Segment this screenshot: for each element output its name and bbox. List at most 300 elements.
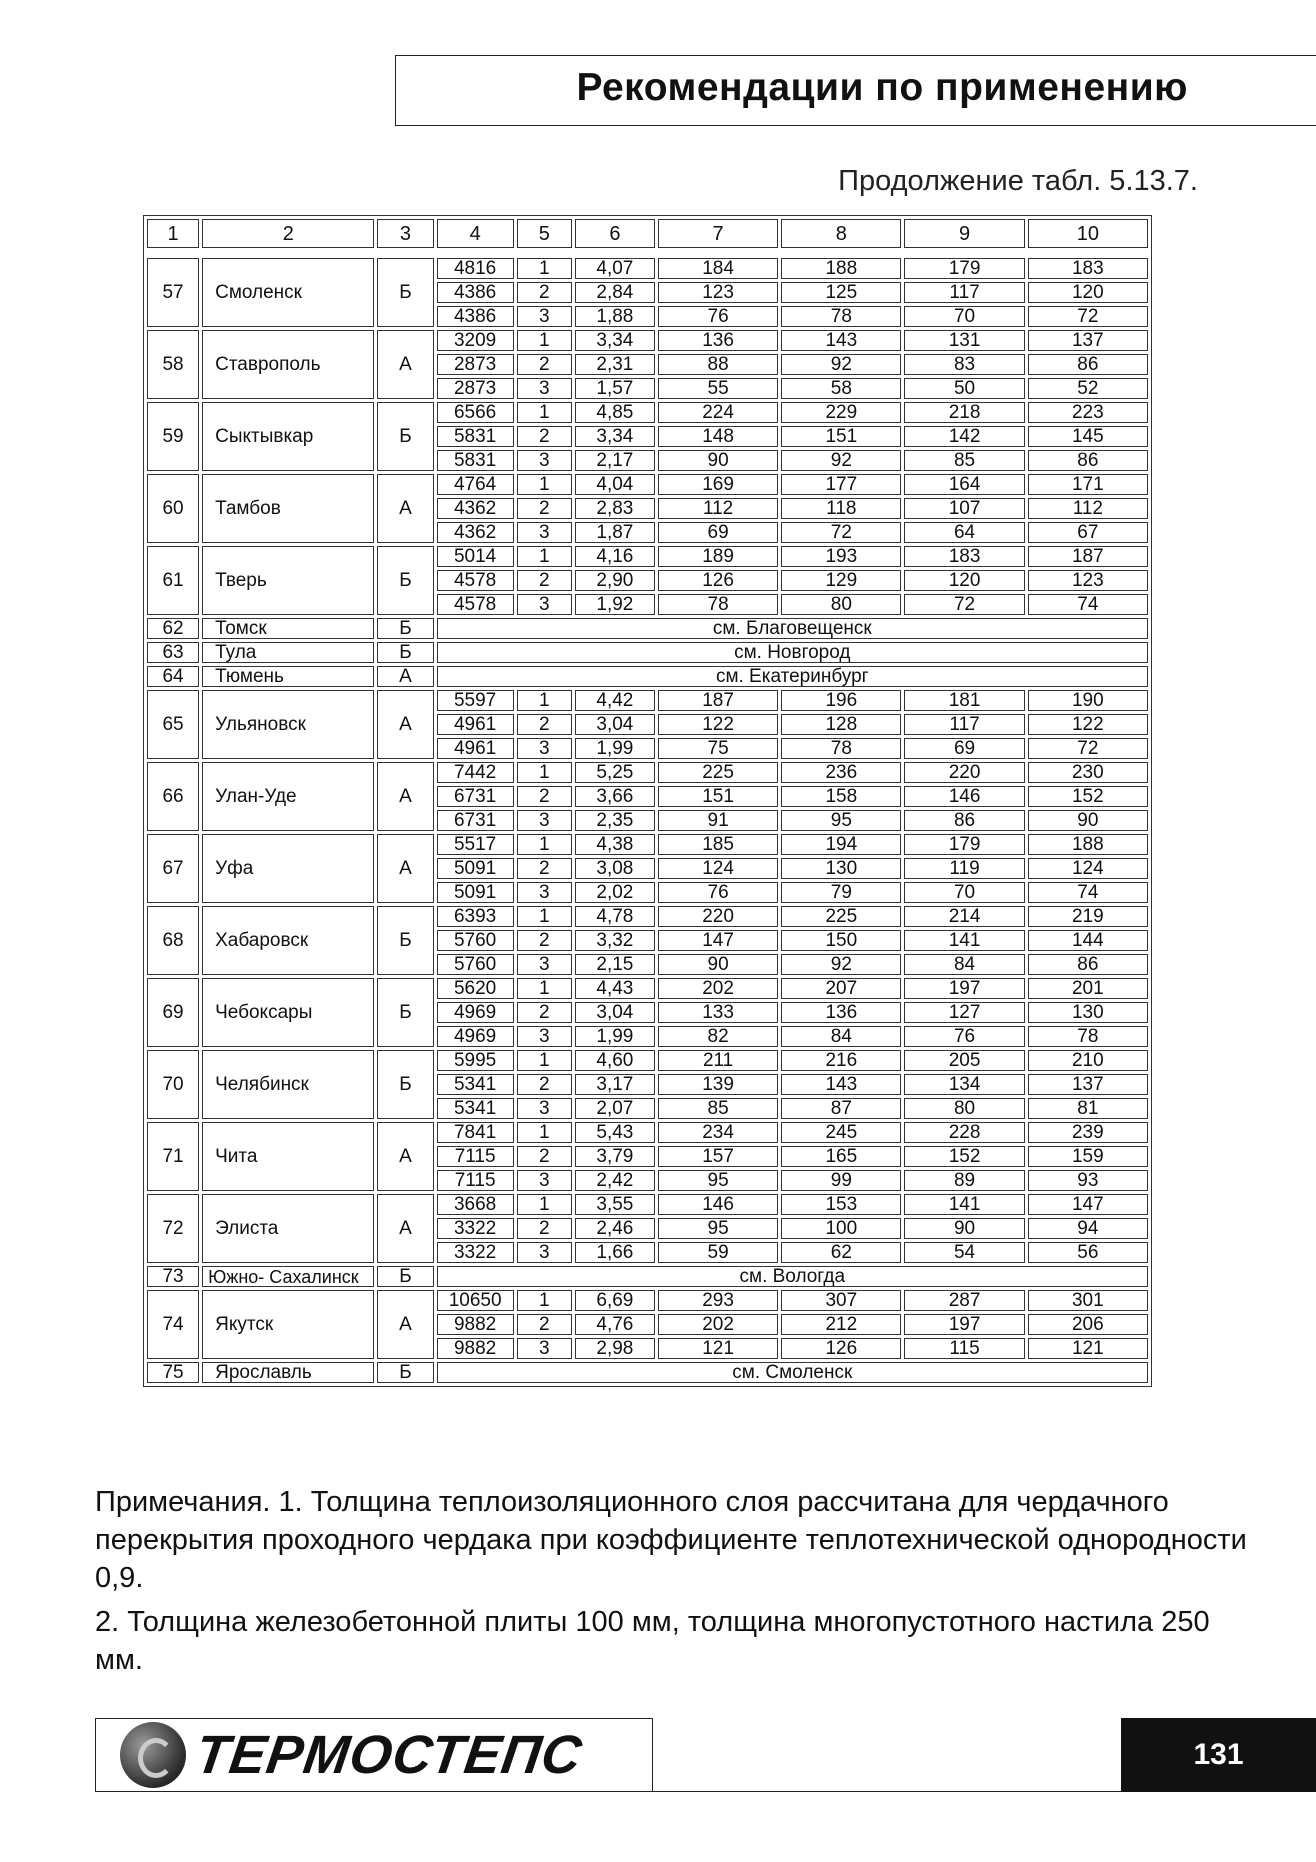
data-cell: 95 <box>658 1170 778 1191</box>
table-row <box>147 690 1148 711</box>
data-cell: 141 <box>904 1194 1024 1215</box>
data-cell: 4,60 <box>575 1050 655 1071</box>
data-cell: 3 <box>517 450 572 471</box>
table-body <box>147 251 1148 1383</box>
data-cell: 2,17 <box>575 450 655 471</box>
table-row <box>147 546 1148 567</box>
data-cell: 5341 <box>437 1074 514 1095</box>
data-cell: 56 <box>1028 1242 1148 1263</box>
data-cell: 69 <box>658 522 778 543</box>
row-number-cell: 70 <box>147 1050 199 1119</box>
city-cell: Ставрополь <box>202 330 374 399</box>
column-header: 1 <box>147 219 199 248</box>
row-number-cell: 71 <box>147 1122 199 1191</box>
data-cell: 72 <box>1028 738 1148 759</box>
zone-type-cell: А <box>377 834 433 903</box>
data-cell: 7115 <box>437 1146 514 1167</box>
data-cell: 52 <box>1028 378 1148 399</box>
data-cell: 3 <box>517 306 572 327</box>
data-cell: 86 <box>1028 354 1148 375</box>
data-cell: 72 <box>1028 306 1148 327</box>
data-cell: 3 <box>517 1170 572 1191</box>
data-cell: 4,16 <box>575 546 655 567</box>
table-row <box>147 1266 1148 1287</box>
city-cell: Ярославль <box>202 1362 374 1383</box>
data-cell: 229 <box>781 402 901 423</box>
data-cell: 202 <box>658 978 778 999</box>
table-row <box>147 474 1148 495</box>
data-cell: 86 <box>1028 450 1148 471</box>
table-row <box>147 642 1148 663</box>
data-cell: 4578 <box>437 594 514 615</box>
data-cell: 90 <box>904 1218 1024 1239</box>
data-cell: 5831 <box>437 450 514 471</box>
zone-type-cell: Б <box>377 642 433 663</box>
column-header: 2 <box>202 219 374 248</box>
data-cell: 4362 <box>437 522 514 543</box>
data-cell: 2 <box>517 1218 572 1239</box>
data-cell: 78 <box>1028 1026 1148 1047</box>
zone-type-cell: Б <box>377 1050 433 1119</box>
data-cell: 228 <box>904 1122 1024 1143</box>
data-cell: 185 <box>658 834 778 855</box>
data-cell: 236 <box>781 762 901 783</box>
data-cell: 4969 <box>437 1002 514 1023</box>
data-cell: 169 <box>658 474 778 495</box>
data-cell: 147 <box>658 930 778 951</box>
data-cell: 4,07 <box>575 258 655 279</box>
data-cell: 7841 <box>437 1122 514 1143</box>
data-cell: 153 <box>781 1194 901 1215</box>
data-cell: 128 <box>781 714 901 735</box>
data-cell: 187 <box>1028 546 1148 567</box>
data-cell: 5831 <box>437 426 514 447</box>
data-cell: 2 <box>517 858 572 879</box>
zone-type-cell: А <box>377 474 433 543</box>
data-cell: 5014 <box>437 546 514 567</box>
table-row <box>147 1290 1148 1311</box>
table-row <box>147 1122 1148 1143</box>
table-row <box>147 906 1148 927</box>
data-cell: 2,84 <box>575 282 655 303</box>
data-cell: 74 <box>1028 882 1148 903</box>
footer-logo-box <box>95 1718 653 1792</box>
data-cell: 196 <box>781 690 901 711</box>
data-cell: 55 <box>658 378 778 399</box>
data-cell: 188 <box>1028 834 1148 855</box>
data-cell: 2 <box>517 1002 572 1023</box>
data-cell: 2 <box>517 1314 572 1335</box>
zone-type-cell: А <box>377 330 433 399</box>
data-cell: 50 <box>904 378 1024 399</box>
data-cell: 118 <box>781 498 901 519</box>
data-cell: 3 <box>517 1026 572 1047</box>
data-cell: 1,57 <box>575 378 655 399</box>
data-cell: 4,04 <box>575 474 655 495</box>
data-cell: 86 <box>1028 954 1148 975</box>
city-cell: Чита <box>202 1122 374 1191</box>
data-cell: 9882 <box>437 1338 514 1359</box>
data-cell: 2,15 <box>575 954 655 975</box>
data-cell: 1,88 <box>575 306 655 327</box>
data-cell: 143 <box>781 330 901 351</box>
data-cell: 79 <box>781 882 901 903</box>
data-cell: 4,42 <box>575 690 655 711</box>
data-cell: 123 <box>1028 570 1148 591</box>
data-cell: 6393 <box>437 906 514 927</box>
data-cell: 3 <box>517 594 572 615</box>
zone-type-cell: Б <box>377 1266 433 1287</box>
data-cell: 216 <box>781 1050 901 1071</box>
data-cell: 7442 <box>437 762 514 783</box>
header-separator <box>147 251 1148 255</box>
data-cell: 2 <box>517 930 572 951</box>
data-cell: 75 <box>658 738 778 759</box>
table-header-row <box>147 219 1148 248</box>
data-cell: 5091 <box>437 882 514 903</box>
row-number-cell: 58 <box>147 330 199 399</box>
data-cell: 3,79 <box>575 1146 655 1167</box>
data-cell: 2 <box>517 354 572 375</box>
data-cell: 85 <box>904 450 1024 471</box>
data-cell: 59 <box>658 1242 778 1263</box>
city-cell: Уфа <box>202 834 374 903</box>
data-cell: 129 <box>781 570 901 591</box>
data-cell: 223 <box>1028 402 1148 423</box>
data-cell: 207 <box>781 978 901 999</box>
data-table-container <box>143 215 1152 1387</box>
data-cell: 141 <box>904 930 1024 951</box>
data-cell: 3,32 <box>575 930 655 951</box>
data-cell: 6566 <box>437 402 514 423</box>
data-cell: 3 <box>517 1098 572 1119</box>
data-cell: 92 <box>781 354 901 375</box>
city-cell: Южно- Сахалинск <box>202 1266 374 1287</box>
data-cell: 78 <box>658 594 778 615</box>
zone-type-cell: А <box>377 762 433 831</box>
data-cell: 90 <box>658 954 778 975</box>
page-number: 131 <box>1121 1718 1316 1792</box>
data-cell: 3,34 <box>575 426 655 447</box>
data-cell: 90 <box>658 450 778 471</box>
data-cell: 2 <box>517 786 572 807</box>
table-row <box>147 666 1148 687</box>
row-number-cell: 65 <box>147 690 199 759</box>
data-cell: 87 <box>781 1098 901 1119</box>
city-cell: Смоленск <box>202 258 374 327</box>
data-cell: 126 <box>781 1338 901 1359</box>
data-cell: 4386 <box>437 306 514 327</box>
data-cell: 4,85 <box>575 402 655 423</box>
data-cell: 62 <box>781 1242 901 1263</box>
data-cell: 4969 <box>437 1026 514 1047</box>
data-cell: 5597 <box>437 690 514 711</box>
data-cell: 84 <box>781 1026 901 1047</box>
row-number-cell: 61 <box>147 546 199 615</box>
data-cell: 4578 <box>437 570 514 591</box>
data-cell: 144 <box>1028 930 1148 951</box>
data-cell: 194 <box>781 834 901 855</box>
data-cell: 2 <box>517 426 572 447</box>
reference-cell: см. Вологда <box>437 1266 1148 1287</box>
data-cell: 112 <box>1028 498 1148 519</box>
zone-type-cell: А <box>377 1122 433 1191</box>
data-cell: 2 <box>517 498 572 519</box>
city-cell: Тюмень <box>202 666 374 687</box>
column-header: 4 <box>437 219 514 248</box>
data-cell: 93 <box>1028 1170 1148 1191</box>
data-cell: 3 <box>517 1338 572 1359</box>
data-cell: 85 <box>658 1098 778 1119</box>
data-cell: 99 <box>781 1170 901 1191</box>
city-cell: Тула <box>202 642 374 663</box>
brand-name: ТЕРМОСТЕПС <box>191 1725 587 1785</box>
data-cell: 127 <box>904 1002 1024 1023</box>
data-cell: 293 <box>658 1290 778 1311</box>
zone-type-cell: Б <box>377 906 433 975</box>
data-cell: 126 <box>658 570 778 591</box>
data-cell: 1 <box>517 834 572 855</box>
data-cell: 1,66 <box>575 1242 655 1263</box>
zone-type-cell: Б <box>377 978 433 1047</box>
data-cell: 130 <box>781 858 901 879</box>
data-cell: 1,99 <box>575 1026 655 1047</box>
data-cell: 5517 <box>437 834 514 855</box>
row-number-cell: 60 <box>147 474 199 543</box>
data-cell: 146 <box>904 786 1024 807</box>
data-cell: 307 <box>781 1290 901 1311</box>
data-cell: 80 <box>904 1098 1024 1119</box>
data-cell: 1 <box>517 474 572 495</box>
data-cell: 3 <box>517 378 572 399</box>
city-cell: Сыктывкар <box>202 402 374 471</box>
data-cell: 6,69 <box>575 1290 655 1311</box>
data-cell: 3 <box>517 954 572 975</box>
data-cell: 4961 <box>437 738 514 759</box>
zone-type-cell: А <box>377 1290 433 1359</box>
data-cell: 181 <box>904 690 1024 711</box>
table-row <box>147 834 1148 855</box>
data-cell: 117 <box>904 282 1024 303</box>
data-cell: 6731 <box>437 810 514 831</box>
data-cell: 58 <box>781 378 901 399</box>
table-row <box>147 258 1148 279</box>
table-row <box>147 1194 1148 1215</box>
data-cell: 206 <box>1028 1314 1148 1335</box>
zone-type-cell: Б <box>377 618 433 639</box>
data-cell: 119 <box>904 858 1024 879</box>
data-cell: 117 <box>904 714 1024 735</box>
data-cell: 4,76 <box>575 1314 655 1335</box>
data-cell: 220 <box>904 762 1024 783</box>
data-cell: 70 <box>904 882 1024 903</box>
data-cell: 3 <box>517 882 572 903</box>
row-number-cell: 66 <box>147 762 199 831</box>
data-cell: 2 <box>517 1146 572 1167</box>
data-cell: 1,87 <box>575 522 655 543</box>
data-cell: 2,90 <box>575 570 655 591</box>
zone-type-cell: Б <box>377 402 433 471</box>
data-cell: 122 <box>1028 714 1148 735</box>
data-cell: 84 <box>904 954 1024 975</box>
data-cell: 197 <box>904 1314 1024 1335</box>
table-row <box>147 618 1148 639</box>
data-cell: 151 <box>658 786 778 807</box>
notes-section <box>95 1483 1255 1685</box>
data-cell: 5091 <box>437 858 514 879</box>
data-cell: 78 <box>781 738 901 759</box>
data-cell: 1 <box>517 1194 572 1215</box>
data-cell: 5620 <box>437 978 514 999</box>
city-cell: Хабаровск <box>202 906 374 975</box>
data-cell: 125 <box>781 282 901 303</box>
data-cell: 136 <box>781 1002 901 1023</box>
data-cell: 95 <box>658 1218 778 1239</box>
data-cell: 4961 <box>437 714 514 735</box>
data-cell: 3,34 <box>575 330 655 351</box>
row-number-cell: 67 <box>147 834 199 903</box>
data-cell: 5,25 <box>575 762 655 783</box>
data-cell: 124 <box>658 858 778 879</box>
table-row <box>147 1050 1148 1071</box>
row-number-cell: 73 <box>147 1266 199 1287</box>
data-cell: 179 <box>904 834 1024 855</box>
data-cell: 187 <box>658 690 778 711</box>
data-cell: 83 <box>904 354 1024 375</box>
data-cell: 76 <box>658 306 778 327</box>
data-cell: 202 <box>658 1314 778 1335</box>
data-cell: 3,08 <box>575 858 655 879</box>
city-cell: Улан-Уде <box>202 762 374 831</box>
data-cell: 3,66 <box>575 786 655 807</box>
reference-cell: см. Екатеринбург <box>437 666 1148 687</box>
data-cell: 74 <box>1028 594 1148 615</box>
data-cell: 120 <box>904 570 1024 591</box>
row-number-cell: 59 <box>147 402 199 471</box>
data-cell: 1 <box>517 762 572 783</box>
data-cell: 143 <box>781 1074 901 1095</box>
brand-logo-icon <box>120 1722 186 1788</box>
data-cell: 120 <box>1028 282 1148 303</box>
data-cell: 54 <box>904 1242 1024 1263</box>
zone-type-cell: Б <box>377 546 433 615</box>
data-cell: 234 <box>658 1122 778 1143</box>
data-cell: 146 <box>658 1194 778 1215</box>
data-cell: 89 <box>904 1170 1024 1191</box>
data-cell: 3,04 <box>575 714 655 735</box>
data-cell: 205 <box>904 1050 1024 1071</box>
data-cell: 1 <box>517 1290 572 1311</box>
data-cell: 2,02 <box>575 882 655 903</box>
data-cell: 7115 <box>437 1170 514 1191</box>
data-cell: 2,98 <box>575 1338 655 1359</box>
data-cell: 3,04 <box>575 1002 655 1023</box>
data-cell: 245 <box>781 1122 901 1143</box>
data-cell: 121 <box>1028 1338 1148 1359</box>
data-cell: 147 <box>1028 1194 1148 1215</box>
column-header: 9 <box>904 219 1024 248</box>
column-header: 3 <box>377 219 433 248</box>
data-cell: 136 <box>658 330 778 351</box>
data-cell: 1 <box>517 690 572 711</box>
column-header: 8 <box>781 219 901 248</box>
data-cell: 1 <box>517 546 572 567</box>
row-number-cell: 69 <box>147 978 199 1047</box>
data-cell: 3209 <box>437 330 514 351</box>
city-cell: Чебоксары <box>202 978 374 1047</box>
data-cell: 80 <box>781 594 901 615</box>
data-cell: 1 <box>517 906 572 927</box>
data-cell: 225 <box>658 762 778 783</box>
data-cell: 100 <box>781 1218 901 1239</box>
data-cell: 164 <box>904 474 1024 495</box>
data-cell: 82 <box>658 1026 778 1047</box>
data-cell: 4362 <box>437 498 514 519</box>
note-paragraph: Примечания. 1. Толщина теплоизоляционного слоя рассчитана для чердачного перекрытия проходного чердака при коэффициенте теплотехнической однородности 0,9. <box>95 1486 1247 1594</box>
data-cell: 3,55 <box>575 1194 655 1215</box>
data-cell: 88 <box>658 354 778 375</box>
data-cell: 2,42 <box>575 1170 655 1191</box>
data-cell: 189 <box>658 546 778 567</box>
table-row <box>147 978 1148 999</box>
city-cell: Томск <box>202 618 374 639</box>
data-cell: 69 <box>904 738 1024 759</box>
data-cell: 112 <box>658 498 778 519</box>
data-cell: 107 <box>904 498 1024 519</box>
data-cell: 152 <box>904 1146 1024 1167</box>
row-number-cell: 57 <box>147 258 199 327</box>
city-cell: Тверь <box>202 546 374 615</box>
zone-type-cell: Б <box>377 258 433 327</box>
data-cell: 2,83 <box>575 498 655 519</box>
data-cell: 3 <box>517 1242 572 1263</box>
data-cell: 158 <box>781 786 901 807</box>
note-paragraph: 2. Толщина железобетонной плиты 100 мм, толщина многопустотного настила 250 мм. <box>95 1606 1210 1676</box>
data-cell: 1,92 <box>575 594 655 615</box>
data-cell: 94 <box>1028 1218 1148 1239</box>
data-cell: 3 <box>517 810 572 831</box>
data-cell: 1 <box>517 1050 572 1071</box>
data-cell: 1 <box>517 258 572 279</box>
data-cell: 151 <box>781 426 901 447</box>
data-cell: 131 <box>904 330 1024 351</box>
row-number-cell: 68 <box>147 906 199 975</box>
data-cell: 1,99 <box>575 738 655 759</box>
data-cell: 301 <box>1028 1290 1148 1311</box>
reference-cell: см. Новгород <box>437 642 1148 663</box>
data-cell: 72 <box>781 522 901 543</box>
data-cell: 179 <box>904 258 1024 279</box>
data-cell: 4,38 <box>575 834 655 855</box>
data-cell: 6731 <box>437 786 514 807</box>
data-cell: 201 <box>1028 978 1148 999</box>
data-cell: 137 <box>1028 330 1148 351</box>
data-cell: 5760 <box>437 954 514 975</box>
data-cell: 124 <box>1028 858 1148 879</box>
data-cell: 134 <box>904 1074 1024 1095</box>
data-cell: 3,17 <box>575 1074 655 1095</box>
data-cell: 183 <box>904 546 1024 567</box>
data-cell: 142 <box>904 426 1024 447</box>
data-cell: 86 <box>904 810 1024 831</box>
city-cell: Ульяновск <box>202 690 374 759</box>
data-cell: 115 <box>904 1338 1024 1359</box>
reference-cell: см. Благовещенск <box>437 618 1148 639</box>
table-row <box>147 402 1148 423</box>
data-cell: 9882 <box>437 1314 514 1335</box>
data-cell: 1 <box>517 978 572 999</box>
table-row <box>147 1362 1148 1383</box>
